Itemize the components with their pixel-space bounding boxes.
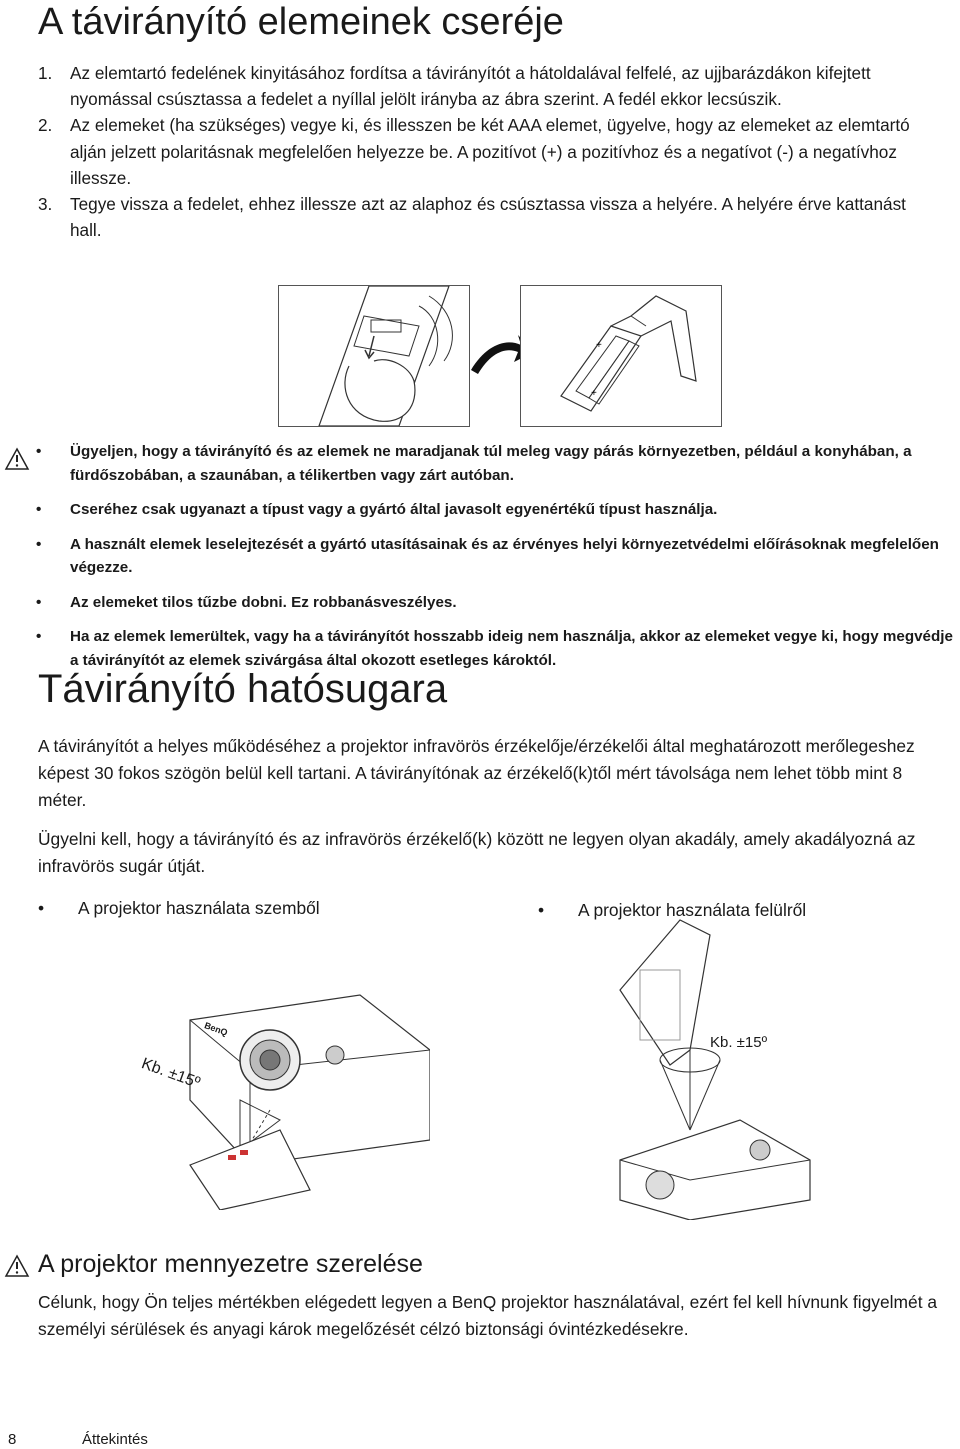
bullet: • <box>36 443 42 460</box>
angle-label: Kb. ±15º <box>710 1034 768 1051</box>
battery-cover-figure <box>278 285 470 427</box>
step-number: 2. <box>38 115 53 136</box>
bullet: • <box>36 593 42 611</box>
warning-text: Ügyeljen, hogy a távirányító és az elemek ne maradjanak túl meleg vagy párás környezetben, például a konyhában, a fürdőszobában, a szaunában, a télikertben vagy zárt autóban. <box>70 443 912 484</box>
mode-front-label: A projektor használata szemből <box>78 898 320 918</box>
mode-top-label: A projektor használata felülről <box>578 900 807 920</box>
warning-item <box>36 533 956 580</box>
page-title: A távirányító elemeinek cseréje <box>38 1 564 43</box>
step-item <box>38 112 938 191</box>
battery-compartment-figure <box>520 285 722 427</box>
step-text: Az elemtartó fedelének kinyitásához fordítsa a távirányítót a hátoldalával felfelé, az ujjbarázdákon kifejtett nyomással csúsztassa a fedelet a nyíllal jelölt irányba az ábra szerint. A fedél ekkor lecsúszik. <box>70 63 871 110</box>
warning-item <box>36 440 956 487</box>
warning-item <box>36 625 956 672</box>
brand-logo: BenQ <box>203 1020 230 1038</box>
battery-compartment-illustration <box>521 286 721 426</box>
svg-text:+: + <box>596 340 602 351</box>
step-item <box>38 60 938 112</box>
warning-icon <box>4 447 30 471</box>
paragraph: Célunk, hogy Ön teljes mértékben elégedett legyen a BenQ projektor használatával, ezért fel kell hívnunk figyelmét a személyi sérülések és anyagi károk megelőzését célzó biztonsági óvintézkedésekre. <box>38 1292 938 1339</box>
warning-text: Ha az elemek lemerültek, vagy ha a távirányítót hosszabb ideig nem használja, akkor az elemeket vegye ki, hogy megvédje a távirányítót az elemek szivárgása által okozott esetleges károktól. <box>70 628 953 669</box>
warning-item <box>36 498 956 522</box>
steps-list <box>38 60 938 243</box>
step-item <box>38 191 938 243</box>
step-text: Az elemeket (ha szükséges) vegye ki, és illesszen be két AAA elemet, ügyelve, hogy az elemeket az elemtartó alján jelzett polaritásnak megfelelően helyezze be. A pozitívot (+) a pozitívhoz és a negatívot (-) a negatívhoz illessze. <box>70 115 910 188</box>
paragraph: A távirányítót a helyes működéséhez a projektor infravörös érzékelője/érzékelői által meghatározott merőlegeshez képest 30 fokos szögön belül kell tartani. A távirányítónak az érzékelő(k)től mért távolsága nem lehet több mint 8 méter. <box>38 736 915 810</box>
section-heading: Távirányító hatósugara <box>38 667 448 711</box>
warning-text: Az elemeket tilos tűzbe dobni. Ez robbanásveszélyes. <box>70 593 457 611</box>
bullet: • <box>538 900 545 920</box>
bullet: • <box>36 535 42 553</box>
mode-front <box>38 896 320 920</box>
footer-section: Áttekintés <box>82 1431 148 1448</box>
warning-icon <box>4 1254 30 1278</box>
paragraph: Ügyelni kell, hogy a távirányító és az infravörös érzékelő(k) között ne legyen olyan akadály, amely akadályozná az infravörös sugár útját. <box>38 829 916 876</box>
warning-list <box>36 440 956 683</box>
top-use-illustration <box>600 910 820 1220</box>
step-text: Tegye vissza a fedelet, ehhez illessze azt az alaphoz és csúsztassa vissza a helyére. A helyére érve kattanást hall. <box>70 194 906 241</box>
warning-item <box>36 591 956 615</box>
bullet: • <box>38 898 45 918</box>
step-number: 1. <box>38 63 53 83</box>
page-number: 8 <box>8 1431 17 1448</box>
warning-text: A használt elemek leselejtezését a gyártó utasításainak és az érvényes helyi környezetvédelmi előírásoknak megfelelően végezze. <box>70 535 939 576</box>
svg-text:+: + <box>591 388 597 399</box>
warning-text: Cseréhez csak ugyanazt a típust vagy a gyártó által javasolt egyenértékű típust használja. <box>70 501 718 518</box>
angle-label: Kb. ±15º <box>139 1055 203 1092</box>
bullet: • <box>36 501 42 518</box>
section-heading: A projektor mennyezetre szerelése <box>38 1250 423 1278</box>
remote-back-illustration <box>279 286 469 426</box>
step-number: 3. <box>38 194 53 215</box>
bullet: • <box>36 628 42 645</box>
front-use-illustration <box>130 990 430 1210</box>
